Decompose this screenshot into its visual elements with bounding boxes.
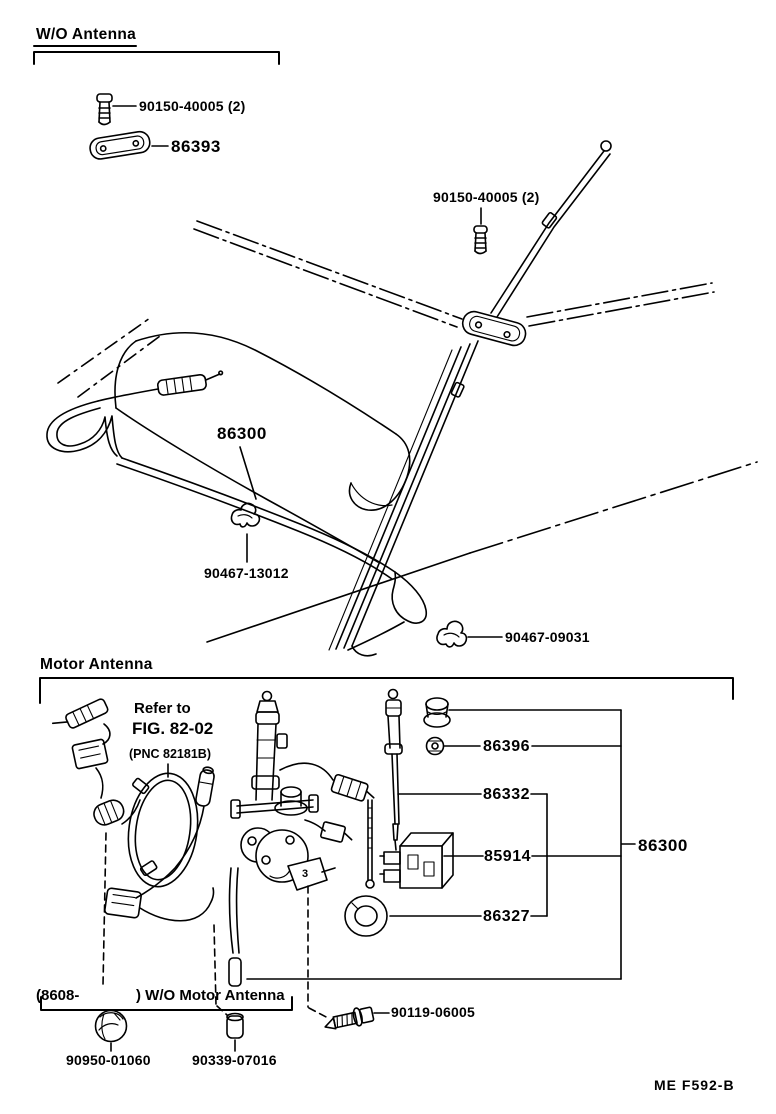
figure-code: ME F592-B xyxy=(654,1077,735,1093)
part-number-85914: 85914 xyxy=(484,848,531,865)
section-title-motor-antenna: Motor Antenna xyxy=(40,656,153,673)
windshield-panel xyxy=(115,333,410,562)
harness-cable xyxy=(140,888,214,921)
part-number-screw-top: 90150-40005 (2) xyxy=(139,98,246,114)
section-title-wo-antenna: W/O Antenna xyxy=(36,26,137,43)
part-number-90339-07016: 90339-07016 xyxy=(192,1052,277,1068)
part-number-screw-pillar: 90150-40005 (2) xyxy=(433,189,540,205)
cap-icon xyxy=(227,1014,243,1039)
part-number-86396: 86396 xyxy=(483,738,530,755)
part-number-86300-assembly: 86300 xyxy=(638,836,688,855)
roofline-left xyxy=(58,318,160,397)
part-number-90950-01060: 90950-01060 xyxy=(66,1052,151,1068)
coil-plug-icon xyxy=(195,766,216,807)
harness-plug-icon xyxy=(52,698,109,735)
motor-bracket-tag: 3 xyxy=(302,868,309,880)
relay-icon xyxy=(380,833,453,888)
screw-icon xyxy=(474,226,487,254)
part-number-86300-top: 86300 xyxy=(217,424,267,443)
range-note-suffix: ) W/O Motor Antenna xyxy=(136,987,285,1004)
screw-icon xyxy=(323,1005,375,1033)
roofline xyxy=(194,221,714,327)
wo-antenna-bracket xyxy=(34,46,279,64)
motor-antenna-assembly xyxy=(229,692,377,987)
grommet-body-icon xyxy=(91,797,127,828)
part-number-86393: 86393 xyxy=(171,137,221,156)
grommet-ring-icon xyxy=(345,896,387,936)
refer-note-line2: FIG. 82-02 xyxy=(132,719,214,738)
part-number-90467-13012: 90467-13012 xyxy=(204,565,289,581)
screw-icon xyxy=(97,94,112,125)
clip-icon xyxy=(437,621,466,647)
refer-note-line1: Refer to xyxy=(134,700,191,717)
mast-rod-icon xyxy=(385,690,402,851)
cable-plug-icon xyxy=(157,371,224,396)
gasket-icon xyxy=(89,130,152,160)
nut-icon xyxy=(427,738,444,755)
part-number-90119-06005: 90119-06005 xyxy=(391,1004,475,1020)
coiled-cable-icon xyxy=(121,769,204,891)
harness-end-connector-icon xyxy=(104,888,141,918)
antenna-mast xyxy=(491,141,611,317)
part-number-86332: 86332 xyxy=(483,786,530,803)
antenna-base xyxy=(460,309,528,348)
refer-note-line3: (PNC 82181B) xyxy=(129,747,211,761)
leader-cable-86300 xyxy=(240,447,256,499)
range-note-prefix: (8608- xyxy=(36,987,80,1004)
body-crease-dash xyxy=(470,462,757,553)
harness-cable xyxy=(96,768,103,798)
part-number-90467-09031: 90467-09031 xyxy=(505,629,590,645)
part-number-86327: 86327 xyxy=(483,908,530,925)
antenna-bezel-icon xyxy=(424,698,450,727)
hole-plug-icon xyxy=(96,1011,127,1042)
